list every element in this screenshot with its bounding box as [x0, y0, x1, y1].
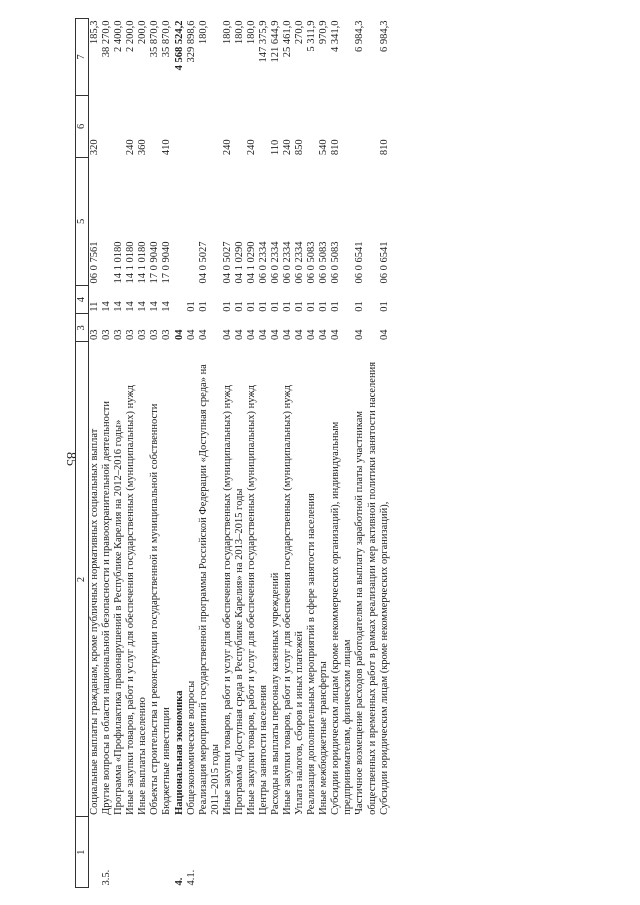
- rotated-page-content: [75, 18, 595, 888]
- budget-table: [75, 18, 391, 888]
- section-code: 04: [257, 329, 269, 340]
- subsection-code: 11: [89, 301, 101, 312]
- amount: 180,0: [221, 20, 233, 45]
- section-code: 04: [270, 329, 281, 340]
- item-name: Иные закупки товаров, работ и услуг для обеспечения государственных (муниципальных) нужд: [282, 385, 294, 815]
- expense-type-code: 240: [245, 139, 257, 156]
- column-header-5: 5: [76, 157, 89, 285]
- table-row: [330, 19, 354, 888]
- item-name: Программа «Профилактика правонарушений в Республике Карелия на 2012–2016 годы»: [113, 419, 125, 815]
- section-code: 04: [245, 329, 257, 340]
- expense-type-code: 110: [270, 139, 281, 156]
- item-name: Социальные выплаты гражданам, кроме публичных нормативных социальных выплат: [89, 428, 101, 815]
- amount: 2 200,0: [125, 20, 137, 52]
- item-name: Реализация мероприятий государственной программы Российской Федерации «Доступная среда» на 2011–2015 годы: [197, 364, 221, 815]
- section-code: 03: [113, 329, 125, 340]
- section-number: [113, 817, 125, 888]
- subsection-code: 01: [318, 301, 330, 312]
- column-number-header-row: [76, 19, 89, 888]
- amount: 4 568 524,2: [173, 20, 185, 71]
- table-row: [137, 19, 149, 888]
- table-row: [258, 19, 270, 888]
- section-number: 3.5.: [101, 869, 113, 886]
- target-article-code: [174, 157, 186, 285]
- item-name: Иные закупки товаров, работ и услуг для обеспечения государственных (муниципальных) нужд: [221, 385, 233, 815]
- subsection-code: 01: [245, 301, 257, 312]
- item-name: Центры занятости населения: [257, 684, 269, 815]
- section-code: 04: [185, 329, 197, 340]
- subsection-code: 01: [306, 301, 318, 312]
- subsection-code: 14: [149, 301, 161, 312]
- target-article-code: 06 0 2334: [270, 241, 281, 284]
- item-name: Субсидии юридическим лицам (кроме некоммерческих организаций),: [378, 501, 390, 815]
- section-number: [161, 817, 173, 888]
- subsection-code: 14: [137, 301, 149, 312]
- subsection-code: 01: [233, 301, 245, 312]
- expense-type-code: [354, 96, 378, 158]
- table-row: [379, 19, 391, 888]
- target-article-code: 04 0 5027: [221, 241, 233, 284]
- target-article-code: 14 1 0180: [113, 241, 125, 284]
- expense-type-code: 240: [282, 139, 294, 156]
- subsection-code: 01: [185, 301, 197, 312]
- column-header-6: 6: [76, 96, 89, 158]
- subsection-code: 01: [257, 301, 269, 312]
- amount: 6 984,3: [354, 20, 366, 52]
- subsection-code: 14: [101, 301, 113, 312]
- subsection-code: 01: [294, 301, 306, 312]
- table-body: [89, 19, 391, 888]
- section-number: [246, 817, 258, 888]
- item-name: Другие вопросы в области национальной безопасности и правоохранительной деятельности: [101, 401, 113, 815]
- item-name: Иные закупки товаров, работ и услуг для обеспечения государственных (муниципальных) нужд: [125, 385, 137, 815]
- expense-type-code: 850: [294, 139, 306, 156]
- section-code: 03: [125, 329, 137, 340]
- table-row: [270, 19, 282, 888]
- target-article-code: [101, 157, 113, 285]
- expense-type-code: 810: [378, 139, 390, 156]
- table-row: [89, 19, 102, 888]
- section-code: 04: [354, 329, 366, 340]
- item-name: Иные закупки товаров, работ и услуг для обеспечения государственных (муниципальных) нужд: [245, 385, 257, 815]
- item-name: Уплата налогов, сборов и иных платежей: [294, 631, 306, 815]
- expense-type-code: 810: [330, 139, 342, 156]
- section-number: 4.1.: [185, 869, 197, 886]
- target-article-code: 06 0 5083: [306, 241, 318, 284]
- table-row: [149, 19, 161, 888]
- section-number: [137, 817, 149, 888]
- table-row: [246, 19, 258, 888]
- column-header-4: 4: [76, 286, 89, 314]
- section-number: [149, 817, 161, 888]
- section-code: 04: [306, 329, 318, 340]
- table-row: [113, 19, 125, 888]
- subsection-code: 01: [197, 301, 209, 312]
- section-number: [89, 817, 102, 888]
- target-article-code: 06 0 6541: [354, 241, 366, 284]
- target-article-code: 17 0 9040: [161, 241, 173, 284]
- expense-type-code: 410: [161, 139, 173, 156]
- subsection-code: 01: [270, 301, 281, 312]
- target-article-code: 14 1 0180: [125, 241, 137, 284]
- item-name: Иные межбюджетные трансферты: [318, 661, 330, 815]
- item-name: Частичное возмещение расходов работодателям на выплату заработной платы участникам общественных и временных работ в рамках реализации мер активной политики занятости населения: [354, 361, 378, 815]
- target-article-code: 06 0 5083: [318, 241, 330, 284]
- section-number: [234, 817, 246, 888]
- table-row: [318, 19, 330, 888]
- amount: 200,0: [137, 20, 149, 45]
- table-row: [186, 19, 198, 888]
- table-row: [234, 19, 246, 888]
- section-code: 03: [101, 329, 113, 340]
- subsection-code: 01: [221, 301, 233, 312]
- section-code: 04: [294, 329, 306, 340]
- amount: 270,0: [294, 20, 306, 45]
- expense-type-code: 240: [125, 139, 137, 156]
- section-code: 03: [149, 329, 161, 340]
- item-name: Расходы на выплаты персоналу казенных учреждений: [270, 572, 281, 815]
- section-code: 03: [161, 329, 173, 340]
- section-number: [125, 817, 137, 888]
- subsection-code: 01: [378, 301, 390, 312]
- subsection-code: 14: [161, 301, 173, 312]
- target-article-code: 14 1 0180: [137, 241, 149, 284]
- amount: 329 898,6: [185, 20, 197, 63]
- item-name: Субсидии юридическим лицам (кроме некоммерческих организаций), индивидуальным предпринимателям, физическим лицам: [330, 421, 354, 815]
- table-row: [174, 19, 186, 888]
- section-code: 04: [221, 329, 233, 340]
- subsection-code: 01: [282, 301, 294, 312]
- amount: 121 644,9: [270, 20, 281, 63]
- section-code: 04: [282, 329, 294, 340]
- amount: 147 375,9: [257, 20, 269, 63]
- table-row: [125, 19, 137, 888]
- amount: 2 400,0: [113, 20, 125, 52]
- section-code: 04: [378, 329, 390, 340]
- expense-type-code: [113, 96, 125, 158]
- amount: 180,0: [197, 20, 209, 45]
- expense-type-code: 360: [137, 139, 149, 156]
- page-number: 85: [63, 452, 78, 466]
- expense-type-code: [186, 96, 198, 158]
- column-header-3: 3: [76, 314, 89, 342]
- table-row: [101, 19, 113, 888]
- table-row: [306, 19, 318, 888]
- amount: 35 870,0: [161, 20, 173, 58]
- target-article-code: 17 0 9040: [149, 241, 161, 284]
- subsection-code: [174, 286, 186, 314]
- subsection-code: 14: [113, 301, 125, 312]
- section-number: [222, 817, 234, 888]
- target-article-code: [186, 157, 198, 285]
- expense-type-code: [149, 96, 161, 158]
- table-row: [282, 19, 294, 888]
- item-name: Национальная экономика: [173, 690, 185, 815]
- expense-type-code: [234, 96, 246, 158]
- expense-type-code: [198, 96, 222, 158]
- table-row: [222, 19, 234, 888]
- section-number: [379, 817, 391, 888]
- section-number: [258, 817, 270, 888]
- target-article-code: 06 0 6541: [378, 241, 390, 284]
- expense-type-code: [306, 96, 318, 158]
- item-name: Реализация дополнительных мероприятий в сфере занятости населения: [306, 493, 318, 815]
- section-code: 04: [330, 329, 342, 340]
- amount: 5 311,9: [306, 20, 318, 52]
- section-code: 04: [197, 329, 209, 340]
- column-header-7: 7: [76, 19, 89, 96]
- target-article-code: 06 0 5083: [330, 241, 342, 284]
- amount: 6 984,3: [378, 20, 390, 52]
- amount: 4 341,0: [330, 20, 342, 52]
- section-number: [354, 817, 378, 888]
- amount: 180,0: [245, 20, 257, 45]
- expense-type-code: 540: [318, 139, 330, 156]
- section-code: 04: [318, 329, 330, 340]
- section-number: [282, 817, 294, 888]
- subsection-code: 14: [125, 301, 137, 312]
- table-row: [161, 19, 173, 888]
- amount: 38 270,0: [101, 20, 113, 58]
- section-code: 03: [89, 329, 101, 340]
- item-name: Бюджетные инвестиции: [161, 707, 173, 815]
- section-number: [294, 817, 306, 888]
- section-number: 4.: [173, 877, 185, 886]
- target-article-code: 04 1 0290: [233, 241, 245, 284]
- subsection-code: 01: [330, 301, 342, 312]
- item-name: Программа «Доступная среда в Республике Карелия» на 2013–2015 годы: [233, 488, 245, 815]
- amount: 970,9: [318, 20, 330, 45]
- target-article-code: 04 1 0290: [245, 241, 257, 284]
- section-number: [270, 817, 282, 888]
- expense-type-code: [101, 96, 113, 158]
- table-row: [198, 19, 222, 888]
- target-article-code: 04 0 5027: [197, 241, 209, 284]
- section-number: [306, 817, 318, 888]
- column-header-2: 2: [76, 342, 89, 817]
- target-article-code: 06 0 2334: [282, 241, 294, 284]
- section-code: 04: [233, 329, 245, 340]
- item-name: Иные выплаты населению: [137, 697, 149, 815]
- item-name: Общеэкономические вопросы: [185, 680, 197, 815]
- target-article-code: 06 0 7561: [89, 241, 101, 284]
- amount: 25 461,0: [282, 20, 294, 58]
- expense-type-code: 320: [89, 139, 101, 156]
- expense-type-code: 240: [221, 139, 233, 156]
- section-code: 03: [137, 329, 149, 340]
- amount: 185,3: [89, 20, 101, 45]
- section-code: 04: [173, 329, 185, 340]
- item-name: Объекты строительства и реконструкции государственной и муниципальной собственности: [149, 403, 161, 815]
- expense-type-code: [258, 96, 270, 158]
- amount: 35 870,0: [149, 20, 161, 58]
- target-article-code: 06 0 2334: [257, 241, 269, 284]
- table-row: [354, 19, 378, 888]
- section-number: [330, 817, 354, 888]
- column-header-1: 1: [76, 817, 89, 888]
- section-number: [198, 817, 222, 888]
- section-number: [318, 817, 330, 888]
- table-row: [294, 19, 306, 888]
- target-article-code: 06 0 2334: [294, 241, 306, 284]
- expense-type-code: [174, 96, 186, 158]
- amount: 180,0: [233, 20, 245, 45]
- subsection-code: 01: [354, 301, 366, 312]
